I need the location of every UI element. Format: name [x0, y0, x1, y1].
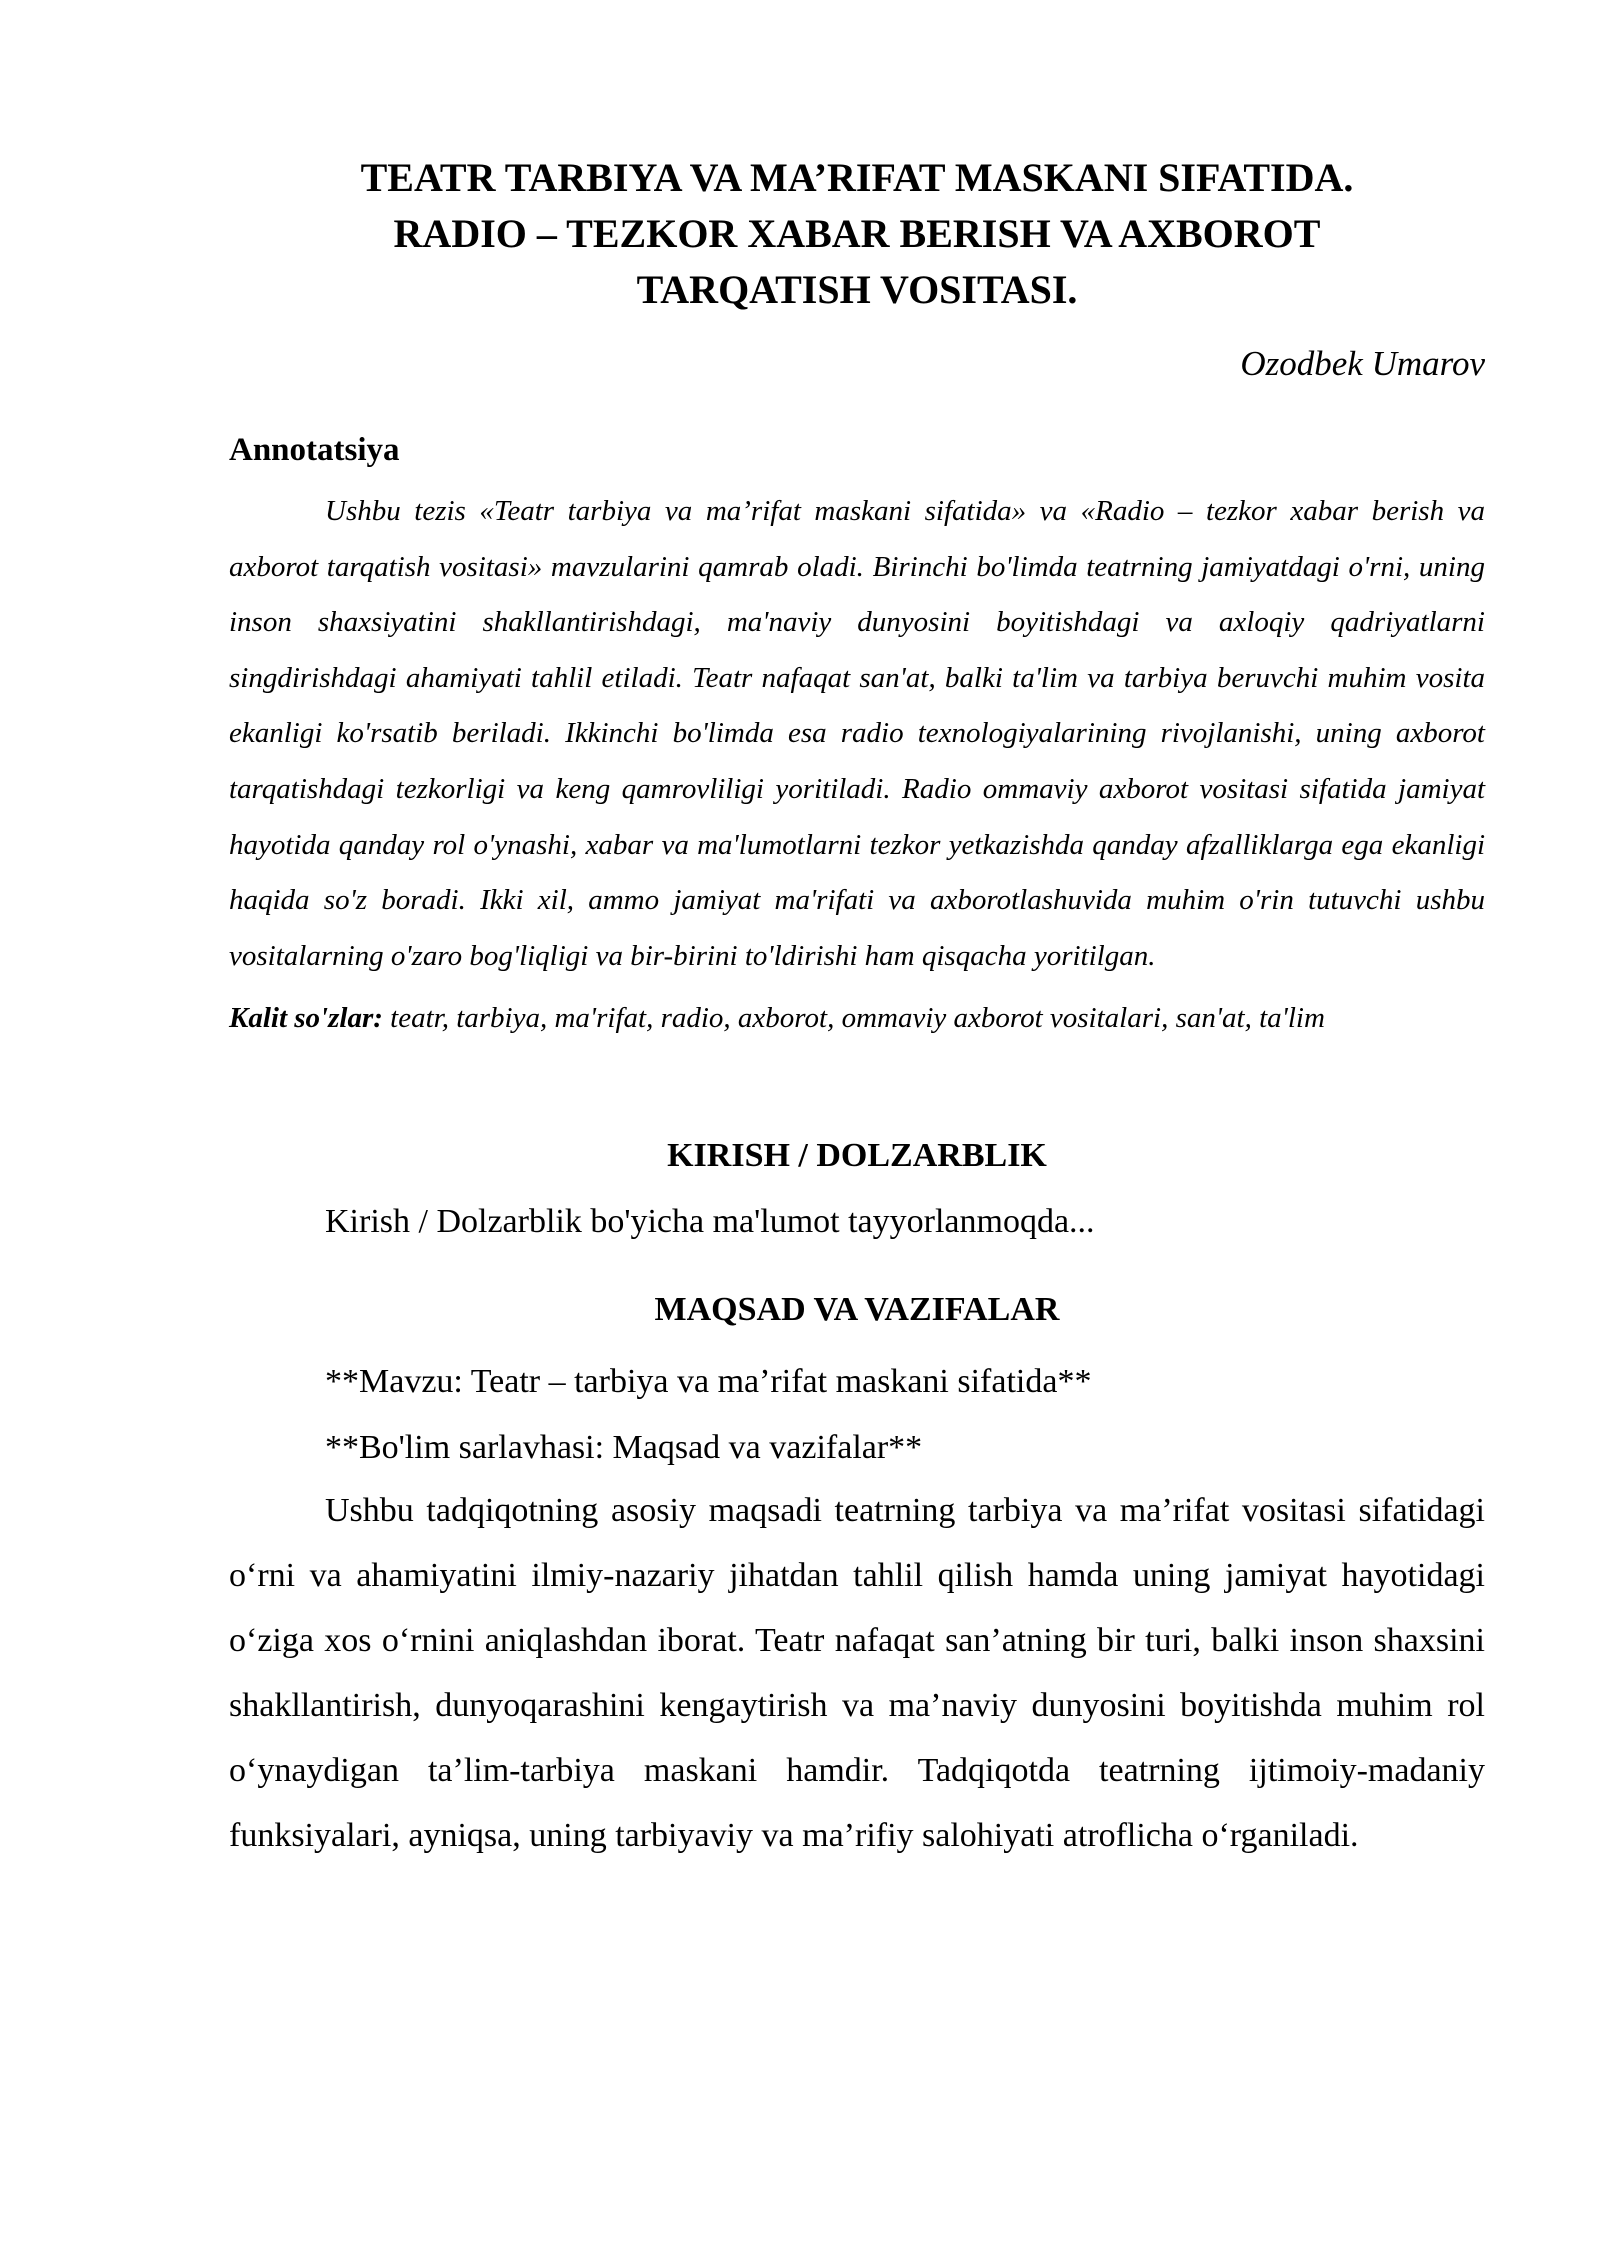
author-name: Ozodbek Umarov [1240, 344, 1485, 383]
abstract-heading: Annotatsiya [229, 432, 400, 468]
intro-heading: KIRISH / DOLZARBLIK [667, 1137, 1047, 1175]
keywords-text: teatr, tarbiya, ma'rifat, radio, axborot, ommaviy axborot vositalari, san'at, ta'lim [382, 1002, 1325, 1035]
intro-text: Kirish / Dolzarblik bo'yicha ma'lumot tayyorlanmoqda... [325, 1203, 1095, 1241]
document-page [229, 150, 1485, 1868]
title-line: RADIO – TEZKOR XABAR BERISH VA AXBOROT [393, 211, 1321, 256]
title-line: TEATR TARBIYA VA MA’RIFAT MASKANI SIFATIDA. [360, 155, 1354, 200]
abstract-text: Ushbu tezis «Teatr tarbiya va ma’rifat maskani sifatida» va «Radio – tezkor xabar berish va axborot tarqatish vositasi» mavzularini qamrab oladi. Birinchi bo'limda teatrning jamiyatdagi o'rni, uning inson shaxsiyatini shakllantirishdagi, ma'naviy dunyosini boyitishdagi va axloqiy qadriyatlarni singdirishdagi ahamiyati tahlil etiladi. Teatr nafaqat san'at, balki ta'lim va tarbiya beruvchi muhim vosita ekanligi ko'rsatib beriladi. Ikkinchi bo'limda esa radio texnologiyalarining rivojlanishi, uning axborot tarqatishdagi tezkorligi va keng qamrovliligi yoritiladi. Radio ommaviy axborot vositasi sifatida jamiyat hayotida qanday rol o'ynashi, xabar va ma'lumotlarni tezkor yetkazishda qanday afzalliklarga ega ekanligi haqida so'z boradi. Ikki xil, ammo jamiyat ma'rifati va axborotlashuvida muhim o'rin tutuvchi ushbu vositalarning o'zaro bog'liqligi va bir-birini to'ldirishi ham qisqacha yoritilgan. [229, 495, 1485, 972]
aims-body-text: Ushbu tadqiqotning asosiy maqsadi teatrning tarbiya va ma’rifat vositasi sifatidagi o‘rni va ahamiyatini ilmiy-nazariy jihatdan tahlil qilish hamda uning jamiyat hayotidagi o‘ziga xos o‘rnini aniqlashdan iborat. Teatr nafaqat san’atning bir turi, balki inson shaxsini shakllantirish, dunyoqarashini kengaytirish va ma’naviy dunyosini boyitishda muhim rol o‘ynaydigan ta’lim-tarbiya maskani hamdir. Tadqiqotda teatrning ijtimoiy-madaniy funksiyalari, ayniqsa, uning tarbiyaviy va ma’rifiy salohiyati atroflicha o‘rganiladi. [229, 1492, 1485, 1855]
keywords-line [229, 998, 1485, 1038]
title-line: TARQATISH VOSITASI. [636, 267, 1078, 312]
aims-topic-line: **Mavzu: Teatr – tarbiya va ma’rifat maskani sifatida** [325, 1363, 1092, 1401]
aims-heading: MAQSAD VA VAZIFALAR [654, 1291, 1060, 1329]
keywords-label: Kalit so'zlar: [229, 1002, 383, 1035]
aims-section-line: **Bo'lim sarlavhasi: Maqsad va vazifalar** [325, 1429, 923, 1467]
document-title [229, 150, 1485, 318]
